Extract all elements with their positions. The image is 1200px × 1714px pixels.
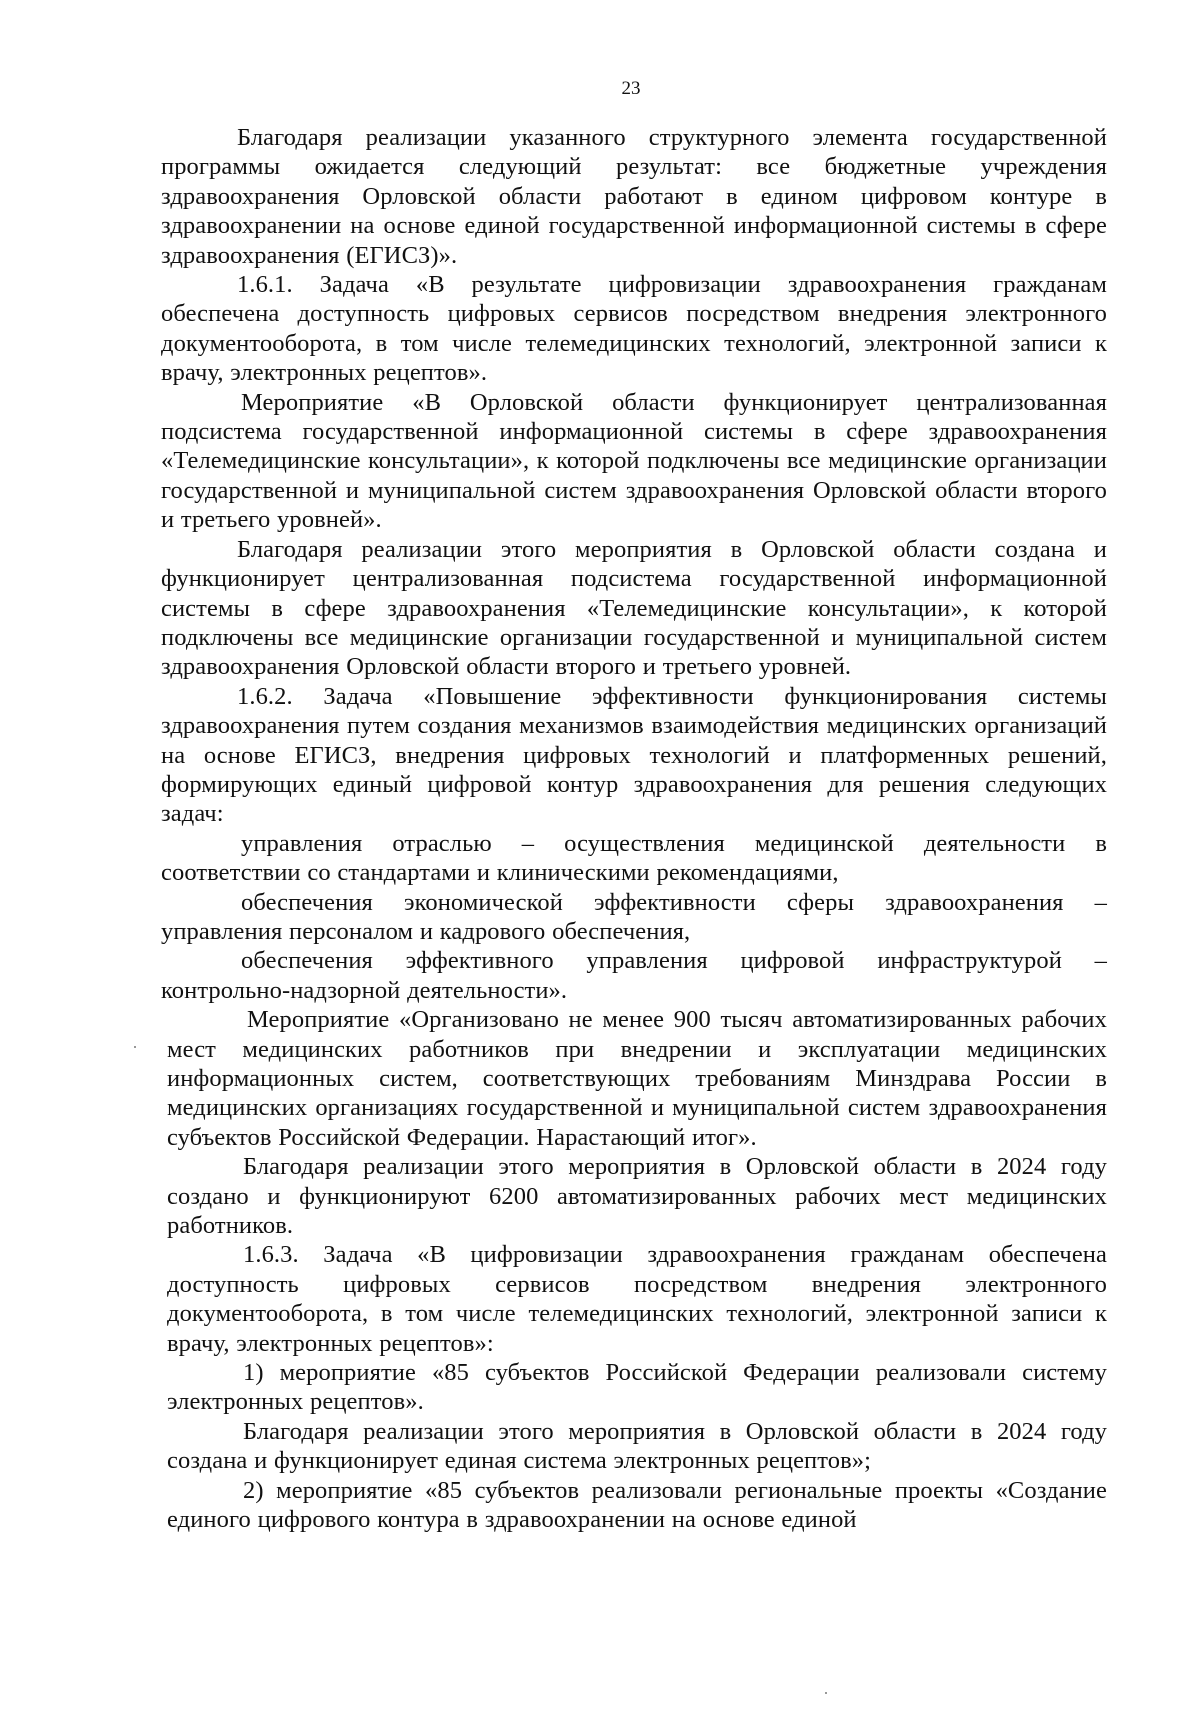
paragraph-list-item-industry-management: управления отраслью – осуществления медицинской деятельности в соответствии со стандартами и клиническими рекомендациями, (161, 829, 1107, 887)
paragraph-task-1-6-1: 1.6.1. Задача «В результате цифровизации здравоохранения гражданам обеспечена доступность цифровых сервисов посредством внедрения электронного документооборота, в том числе телемедицинских технологий, электронной записи к врачу, электронных рецептов». (161, 271, 1107, 387)
page-number: 23 (621, 78, 641, 99)
paragraph-task-1-6-2: 1.6.2. Задача «Повышение эффективности функционирования системы здравоохранения путем создания механизмов взаимодействия медицинских организаций на основе ЕГИСЗ, внедрения цифровых технологий и платформенных решений, формирующих единый цифровой контур здравоохранения для решения следующих задач: (161, 682, 1107, 828)
paragraph-measure-e-prescriptions: 1) мероприятие «85 субъектов Российской Федерации реализовали систему электронных рецептов». (167, 1359, 1107, 1416)
paragraph-list-item-digital-infrastructure: обеспечения эффективного управления цифровой инфраструктурой – контрольно-надзорной деятельности». (161, 947, 1107, 1004)
paragraph-result-e-prescriptions: Благодаря реализации этого мероприятия в Орловской области в 2024 году создана и функционирует единая система электронных рецептов»; (167, 1417, 1107, 1475)
scan-speck (134, 1046, 136, 1048)
paragraph-measure-regional-projects: 2) мероприятие «85 субъектов реализовали региональные проекты «Создание единого цифрового контура в здравоохранении на основе единой (167, 1476, 1107, 1534)
paragraph-list-item-economic-efficiency: обеспечения экономической эффективности сферы здравоохранения – управления персоналом и кадрового обеспечения, (161, 888, 1107, 945)
paragraph-result-egisz: Благодаря реализации указанного структурного элемента государственной программы ожидается следующий результат: все бюджетные учреждения здравоохранения Орловской области работают в едином цифровом контуре в здравоохранении на основе единой государственной информационной системы в сфере здравоохранения (ЕГИСЗ)». (161, 124, 1107, 269)
paragraph-result-telemedicine: Благодаря реализации этого мероприятия в Орловской области создана и функционирует централизованная подсистема государственной информационной системы в сфере здравоохранения «Телемедицинские консультации», к которой подключены все медицинские организации государственной и муниципальной систем здравоохранения Орловской области второго и третьего уровней. (161, 535, 1107, 681)
paragraph-task-1-6-3: 1.6.3. Задача «В цифровизации здравоохранения гражданам обеспечена доступность цифровых сервисов посредством внедрения электронного документооборота, в том числе телемедицинских технологий, электронной записи к врачу, электронных рецептов»: (167, 1241, 1107, 1357)
paragraph-measure-workstations: Мероприятие «Организовано не менее 900 тысяч автоматизированных рабочих мест медицинских работников при внедрении и эксплуатации медицинских информационных систем, соответствующих требованиям Минздрава России в медицинских организациях государственной и муниципальной систем здравоохранения субъектов Российской Федерации. Нарастающий итог». (167, 1006, 1107, 1151)
paragraph-result-workstations: Благодаря реализации этого мероприятия в Орловской области в 2024 году создано и функционируют 6200 автоматизированных рабочих мест медицинских работников. (167, 1153, 1107, 1240)
document-body (161, 123, 1107, 1535)
paragraph-measure-telemedicine: Мероприятие «В Орловской области функционирует централизованная подсистема государственной информационной системы в сфере здравоохранения «Телемедицинские консультации», к которой подключены все медицинские организации государственной и муниципальной систем здравоохранения Орловской области второго и третьего уровней». (161, 388, 1107, 534)
scan-speck (825, 1692, 827, 1694)
